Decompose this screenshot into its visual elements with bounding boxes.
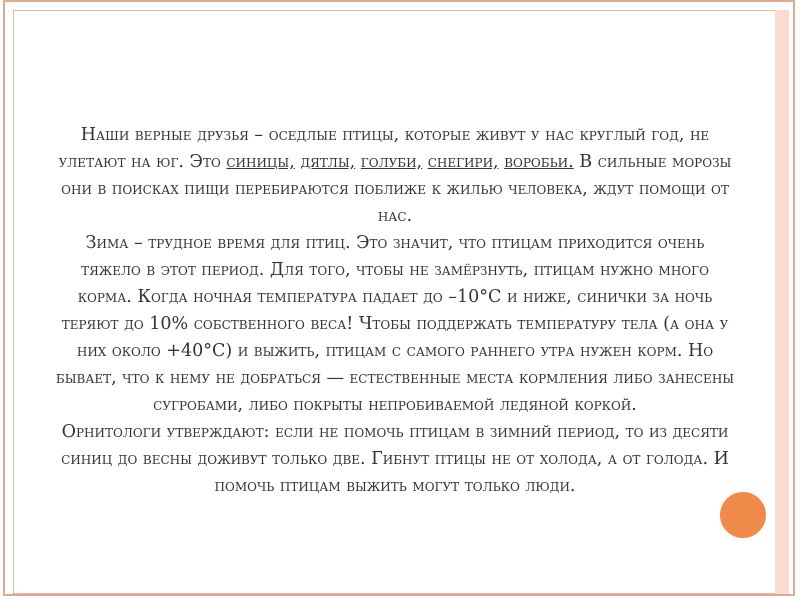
bird-link-woodpeckers[interactable]: дятлы,	[300, 152, 356, 172]
bird-link-pigeons[interactable]: голуби,	[360, 152, 423, 172]
bird-link-tits[interactable]: синицы,	[226, 152, 295, 172]
paragraph-2: Зима – трудное время для птиц. Это значит, что птицам приходится очень тяжело в этот период. Для того, чтобы не замёрзнуть, птицам нужно много корма. Когда ночная температура падает до –10°С и ниже, синички за ночь теряют до 10% собственного веса! Чтобы поддержать температуру тела (а она у них около +40°С) и выжить, птицам с самого раннего утра нужен корм. Но бывает, что к нему не добраться — естественные места кормления либо занесены сугробами, либо покрыты непробиваемой ледяной коркой.	[55, 233, 735, 415]
paragraph-3: Орнитологи утверждают: если не помочь птицам в зимний период, то из десяти синиц до весны доживут только две. Гибнут птицы не от холода, а от голода. И помочь птицам выжить могут только люди.	[61, 422, 729, 496]
paragraph-1-outro: В сильные морозы они в поисках пищи перебираются поближе к жилью человека, ждут помощи от нас.	[61, 152, 732, 226]
accent-bar	[775, 10, 789, 594]
bird-link-bullfinches[interactable]: снегири,	[427, 152, 499, 172]
paragraph-1-intro: Наши верные друзья – оседлые птицы, которые живут у нас круглый год, не улетают на юг. Это	[58, 125, 710, 172]
body-text	[55, 122, 735, 500]
bird-link-sparrows[interactable]: воробьи.	[504, 152, 574, 172]
